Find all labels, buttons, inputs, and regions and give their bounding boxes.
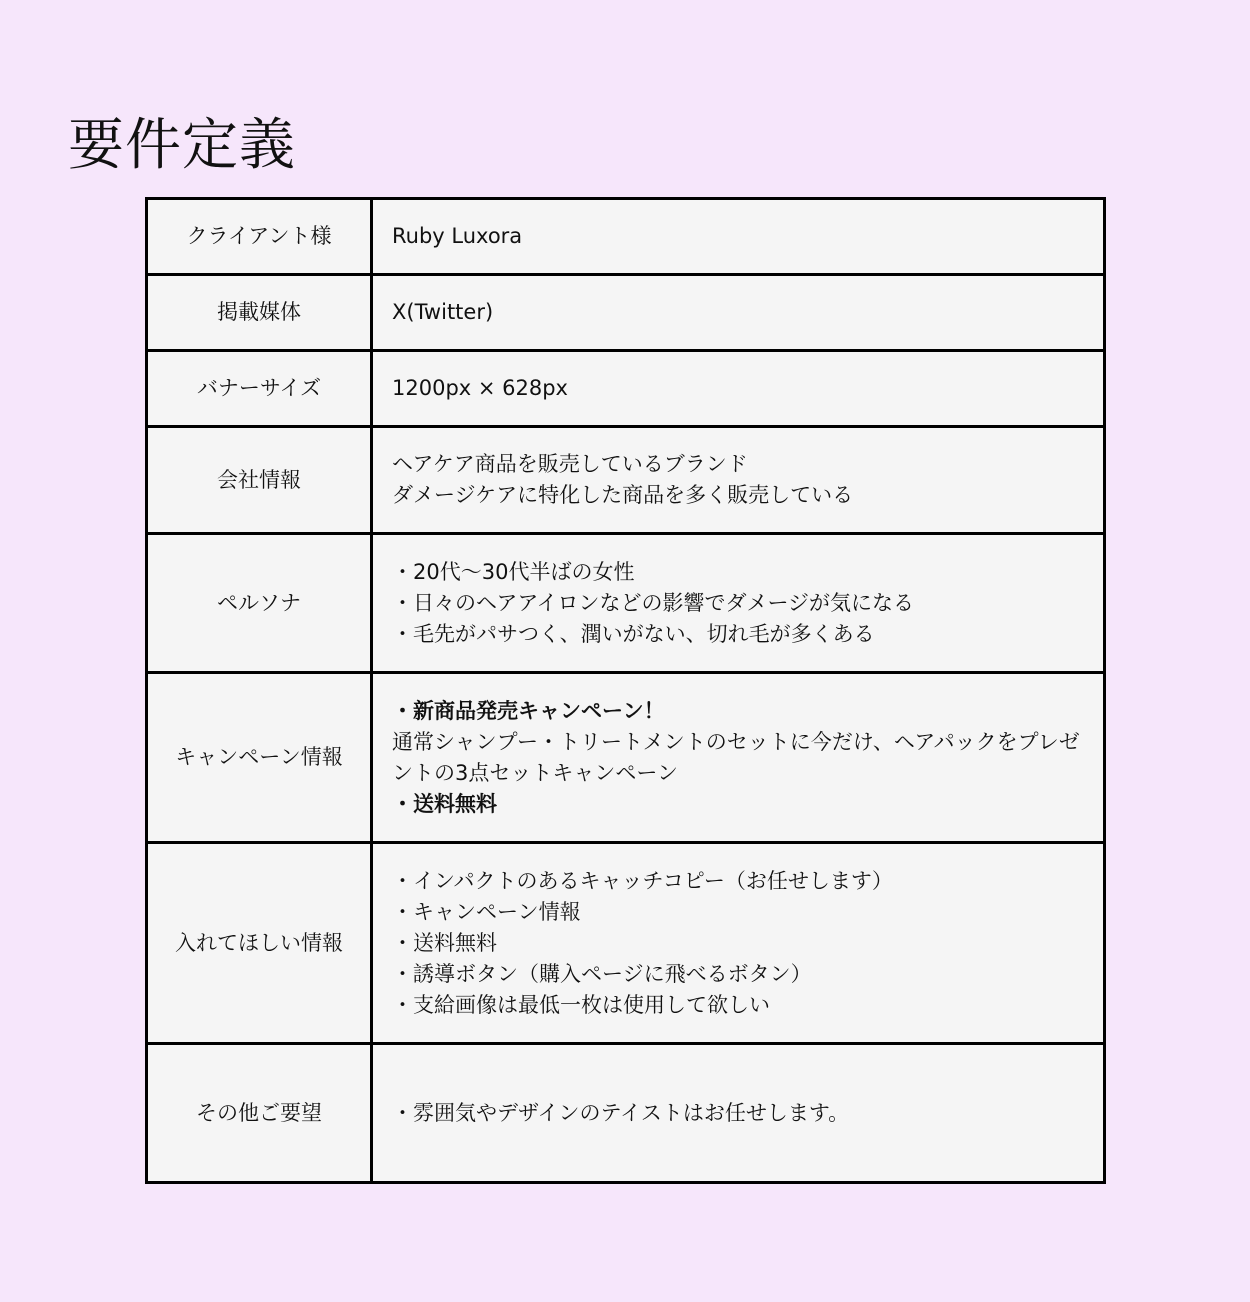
row-label: キャンペーン情報	[147, 673, 372, 843]
table-row-other-requests	[147, 1044, 1105, 1183]
row-label: クライアント様	[147, 199, 372, 275]
row-value	[372, 351, 1105, 427]
row-label: バナーサイズ	[147, 351, 372, 427]
campaign-body: 通常シャンプー・トリートメントのセットに今だけ、ヘアパックをプレゼントの3点セットキャンペーン	[392, 729, 1080, 785]
campaign-heading: ・新商品発売キャンペーン！	[392, 698, 665, 723]
value-line: X(Twitter)	[392, 300, 494, 324]
table-row-persona	[147, 534, 1105, 673]
table-row-campaign-info	[147, 673, 1105, 843]
value-line: ヘアケア商品を販売しているブランド	[392, 452, 748, 476]
row-value	[372, 843, 1105, 1044]
row-value	[372, 673, 1105, 843]
value-line: ・キャンペーン情報	[392, 899, 581, 924]
row-label: 入れてほしい情報	[147, 843, 372, 1044]
table-row-client	[147, 199, 1105, 275]
row-label: ペルソナ	[147, 534, 372, 673]
table-row-required-info	[147, 843, 1105, 1044]
row-label: その他ご要望	[147, 1044, 372, 1183]
value-line: ・20代〜30代半ばの女性	[392, 559, 635, 584]
row-value	[372, 199, 1105, 275]
value-line: ・雰囲気やデザインのテイストはお任せします。	[392, 1100, 850, 1125]
table-row-media	[147, 275, 1105, 351]
value-line: Ruby Luxora	[392, 224, 523, 248]
row-label: 会社情報	[147, 427, 372, 534]
value-line: 1200px × 628px	[392, 376, 568, 400]
value-line: ・送料無料	[392, 930, 497, 955]
table-row-company-info	[147, 427, 1105, 534]
table-row-banner-size	[147, 351, 1105, 427]
row-value	[372, 534, 1105, 673]
value-line: ダメージケアに特化した商品を多く販売している	[392, 483, 854, 507]
row-label: 掲載媒体	[147, 275, 372, 351]
value-line: ・誘導ボタン（購入ページに飛べるボタン）	[392, 961, 812, 986]
row-value	[372, 1044, 1105, 1183]
page-title: 要件定義	[68, 113, 296, 178]
free-shipping-heading: ・送料無料	[392, 791, 497, 816]
value-line: ・インパクトのあるキャッチコピー（お任せします）	[392, 868, 893, 893]
value-line: ・支給画像は最低一枚は使用して欲しい	[392, 992, 770, 1017]
row-value	[372, 427, 1105, 534]
value-line: ・日々のヘアアイロンなどの影響でダメージが気になる	[392, 590, 915, 615]
requirements-table	[145, 197, 1106, 1184]
value-line: ・毛先がパサつく、潤いがない、切れ毛が多くある	[392, 621, 875, 646]
row-value	[372, 275, 1105, 351]
